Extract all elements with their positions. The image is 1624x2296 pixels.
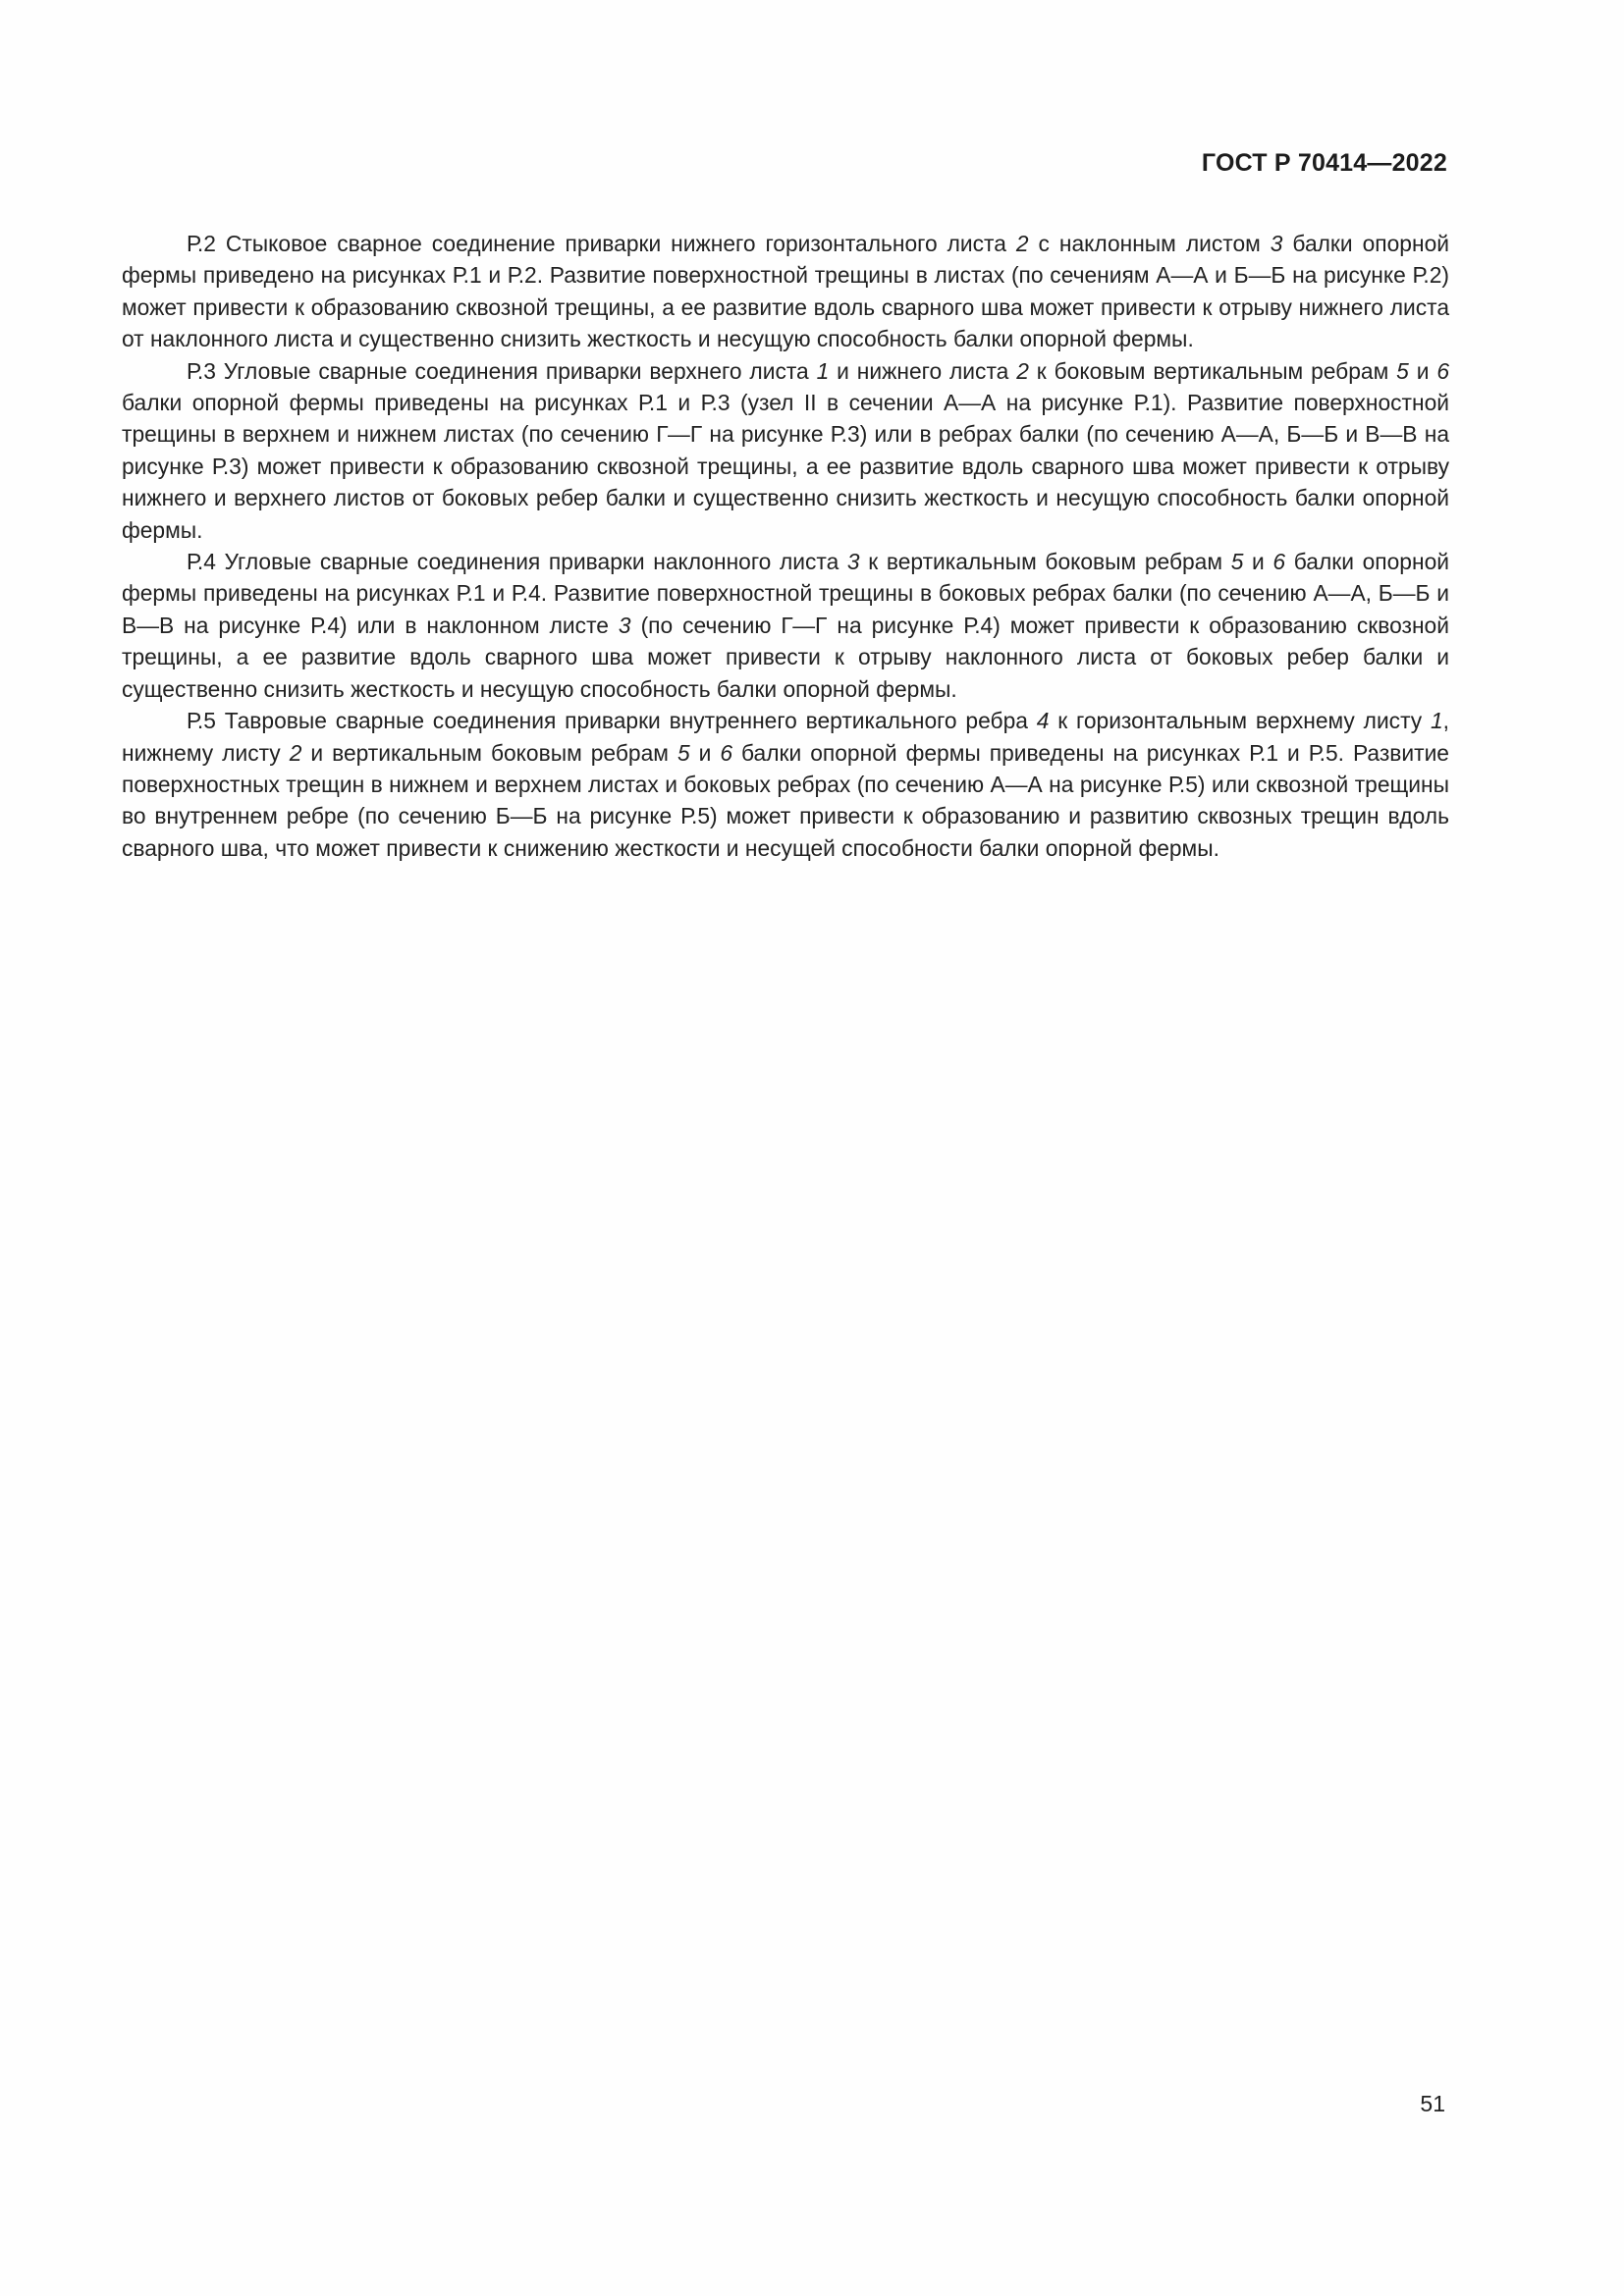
italic-reference-number: 6 <box>1436 357 1450 384</box>
text-segment: Р.3 Угловые сварные соединения приварки верхнего листа <box>187 357 817 384</box>
text-segment: Р.5 Тавровые сварные соединения приварки внутреннего вертикального ребра <box>187 708 1037 734</box>
italic-reference-number: 3 <box>618 612 631 638</box>
italic-reference-number: 6 <box>1272 549 1286 575</box>
text-segment: Р.4 Угловые сварные соединения приварки наклонного листа <box>187 549 847 575</box>
text-segment: и вертикальным боковым ребрам <box>301 739 677 766</box>
text-segment: и <box>689 739 721 766</box>
italic-reference-number: 5 <box>1396 357 1409 384</box>
italic-reference-number: 5 <box>677 739 690 766</box>
italic-reference-number: 6 <box>720 739 733 766</box>
paragraph-p2 <box>122 228 1449 355</box>
italic-reference-number: 1 <box>816 357 830 384</box>
text-segment: балки опорной фермы приведены на рисунках Р.1 и Р.4. Развитие поверхностной трещины в боковых ребрах балки (по сечению А—А, Б—Б и В—В на рисунке Р.4) или в наклонном листе <box>122 549 1449 638</box>
italic-reference-number: 2 <box>289 739 302 766</box>
text-segment: к горизонтальным верхнему листу <box>1049 708 1431 734</box>
text-segment: (по сечению Г—Г на рисунке Р.4) может привести к образованию сквозной трещины, а ее развитие вдоль сварного шва может привести к отрыву наклонного листа от боковых ребер балки и существенно снизить жесткость и несущую способность балки опорной фермы. <box>122 612 1449 702</box>
text-segment: , нижнему листу <box>122 708 1450 766</box>
paragraph-p5 <box>122 705 1449 864</box>
italic-reference-number: 2 <box>1016 357 1029 384</box>
paragraph-p3 <box>122 355 1449 546</box>
italic-reference-number: 5 <box>1230 549 1244 575</box>
italic-reference-number: 3 <box>846 549 860 575</box>
text-segment: и <box>1243 549 1273 575</box>
standard-code-header: ГОСТ Р 70414—2022 <box>1201 149 1447 177</box>
italic-reference-number: 4 <box>1036 708 1050 734</box>
text-segment: к боковым вертикальным ребрам <box>1028 357 1397 384</box>
text-segment: и нижнего листа <box>829 357 1017 384</box>
body-text <box>122 228 1449 864</box>
page-number: 51 <box>1420 2091 1445 2116</box>
text-segment: Р.2 Стыковое сварное соединение приварки нижнего горизонтального листа <box>187 231 1016 256</box>
text-segment: и <box>1408 357 1437 384</box>
paragraph-p4 <box>122 546 1449 705</box>
text-segment: балки опорной фермы приведены на рисунках Р.1 и Р.3 (узел II в сечении А—А на рисунке Р.1). Развитие поверхностной трещины в верхнем и нижнем листах (по сечению Г—Г на рисунке Р.3) или в ребрах балки (по сечению А—А, Б—Б и В—В на рисунке Р.3) может привести к образованию сквозной трещины, а ее развитие вдоль сварного шва может привести к отрыву нижнего и верхнего листов от боковых ребер балки и существенно снизить жесткость и несущую способность балки опорной фермы. <box>122 390 1449 543</box>
italic-reference-number: 2 <box>1015 231 1029 256</box>
italic-reference-number: 3 <box>1270 231 1283 256</box>
text-segment: балки опорной фермы приведены на рисунках Р.1 и Р.5. Развитие поверхностных трещин в нижнем и верхнем листах и боковых ребрах (по сечению А—А на рисунке Р.5) или сквозной трещины во внутреннем ребре (по сечению Б—Б на рисунке Р.5) может привести к образованию и развитию сквозных трещин вдоль сварного шва, что может привести к снижению жесткости и несущей способности балки опорной фермы. <box>122 739 1449 861</box>
italic-reference-number: 1 <box>1430 708 1443 734</box>
text-segment: с наклонным листом <box>1028 231 1271 256</box>
text-segment: к вертикальным боковым ребрам <box>859 549 1231 575</box>
text-segment: балки опорной фермы приведено на рисунках Р.1 и Р.2. Развитие поверхностной трещины в листах (по сечениям А—А и Б—Б на рисунке Р.2) может привести к образованию сквозной трещины, а ее развитие вдоль сварного шва может привести к отрыву нижнего листа от наклонного листа и существенно снизить жесткость и несущую способность балки опорной фермы. <box>122 231 1449 352</box>
